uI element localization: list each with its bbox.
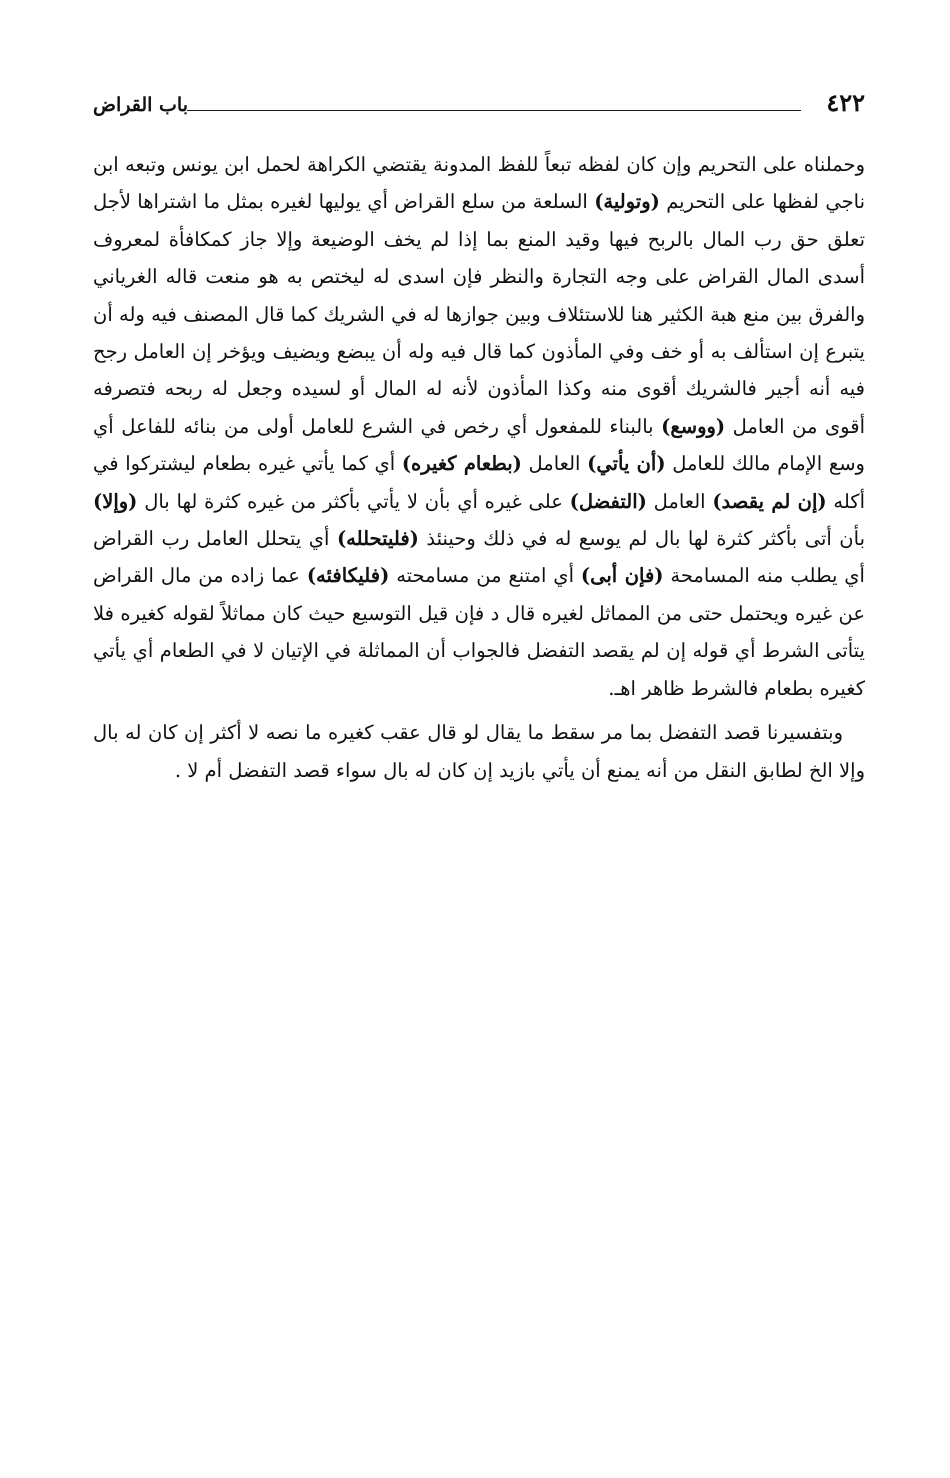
bold-term: (التفضل) [569,489,647,513]
bold-term: (وإلا) [93,489,138,513]
bold-term: (فليتحلله) [336,527,419,551]
text-run: وبتفسيرنا قصد التفضل بما مر سقط ما يقال لو قال عقب كغيره ما نصه لا أكثر إن كان له بال وإلا الخ لطابق النقل من أنه يمنع أن يأتي بازيد إن كان له بال سواء قصد التفضل أم لا . [93,721,865,782]
text-run: بأن أتى بأكثر كثرة لها بال لم يوسع له في ذلك وحينئذ [418,527,866,551]
bold-term: (فإن أبى) [580,564,664,588]
text-run: أي كما يأتي غيره بطعام ليشتركوا في أكله [93,452,865,513]
text-run: وحملناه على التحريم وإن كان لفظه تبعاً للفظ المدونة يقتضي الكراهة لحمل ابن يونس وتبعه ابن ناجي لفظها على التحريم [93,153,865,214]
text-run: على غيره أي بأن لا يأتي بأكثر من غيره كثرة لها بال [137,489,570,513]
text-run: عما زاده من مال القراض عن غيره ويحتمل حتى من المماثل لغيره قال د فإن قيل التوسيع حيث كان مماثلاً لقوله كغيره فلا يتأتى الشرط أي قوله إن لم يقصد التفضل فالجواب أن المماثلة في الإتيان لا في الطعام أي يأتي كغيره بطعام فالشرط ظاهر اهـ. [93,564,865,700]
text-run: السلعة من سلع القراض أي يوليها لغيره بمثل ما اشتراها لأجل تعلق حق رب المال بالربح فيها وقيد المنع بما إذا لم يخف الوضيعة وإلا جاز كمكافأة لمعروف أسدى المال القراض على وجه التجارة والنظر فإن اسدى له ليختص به هو منعت قاله الغرياني والفرق بين منع هبة الكثير هنا للاستئلاف وبين جوازها له في الشريك كما قال المصنف فيه وله أن يتبرع إن استألف به أو خف وفي المأذون كما قال فيه وله أن يبضع ويضيف ويؤخر إن العامل رجح فيه أنه أجير فالشريك أقوى منه وكذا المأذون لأنه له المال أو لسيده وجعل له ربحه فتصرفه أقوى من العامل [93,190,865,438]
text-run: العامل [646,489,713,513]
page-number: ٤٢٢ [826,88,865,117]
text-run: أي امتنع من مسامحته [389,564,581,588]
page-header [93,88,865,122]
bold-term: (وتولية) [594,190,660,214]
bold-term: (بطعام كغيره) [401,452,522,476]
paragraph-2 [93,714,865,789]
chapter-title: باب القراض [93,94,188,116]
bold-term: (إن لم يقصد) [712,489,827,513]
text-run: العامل [521,452,588,476]
bold-term: (ووسع) [661,414,726,438]
body-text [93,146,865,789]
header-rule [187,110,801,111]
bold-term: (أن يأتي) [587,452,666,476]
bold-term: (فليكافئه) [306,564,390,588]
text-run: بالبناء للمفعول أي رخص في الشرع للعامل أولى من بنائه للفاعل أي وسع الإمام مالك للعامل [93,414,865,476]
text-run: أي يتحلل العامل رب القراض أي يطلب منه المسامحة [93,527,865,588]
paragraph-1 [93,146,865,707]
